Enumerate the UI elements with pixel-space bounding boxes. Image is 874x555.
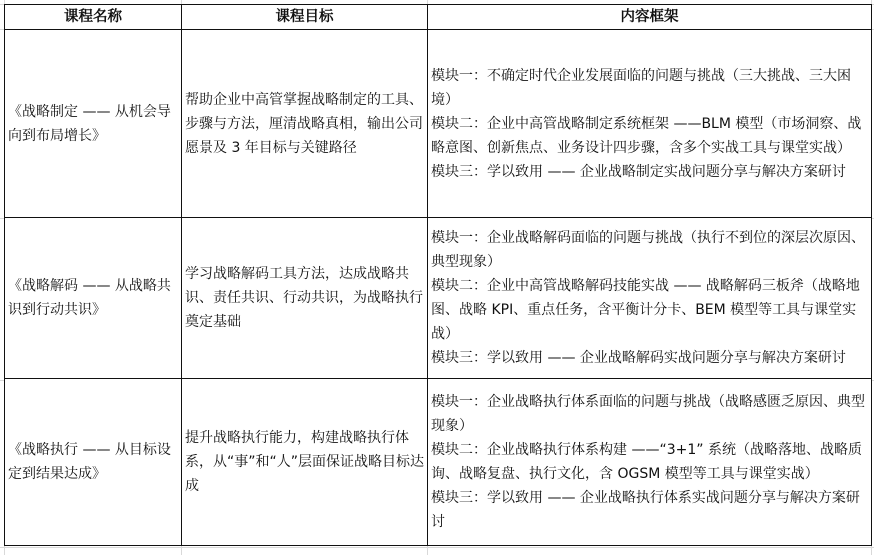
module-item: 模块三：学以致用 —— 企业战略解码实战问题分享与解决方案研讨 <box>431 350 846 366</box>
course-goal-cell[interactable]: 学习战略解码工具方法，达成战略共识、责任共识、行动共识，为战略执行奠定基础 <box>182 218 428 379</box>
content-framework-cell[interactable] <box>428 218 872 379</box>
course-name-cell[interactable]: 《战略执行 —— 从目标设定到结果达成》 <box>5 379 182 546</box>
content-framework-cell[interactable] <box>428 379 872 546</box>
module-item: 模块一：企业战略解码面临的问题与挑战（执行不到位的深层次原因、典型现象） <box>431 230 865 270</box>
content-framework-cell[interactable] <box>428 30 872 218</box>
module-item: 模块三：学以致用 —— 企业战略制定实战问题分享与解决方案研讨 <box>431 163 846 180</box>
module-item: 模块一：企业战略执行体系面临的问题与挑战（战略感匮乏原因、典型现象） <box>431 394 865 434</box>
table-row <box>5 218 872 379</box>
module-item: 模块二：企业战略执行体系构建 ——“3+1” 系统（战略落地、战略质询、战略复盘、执行文化，含 OGSM 模型等工具与课堂实战） <box>431 442 862 482</box>
table-row <box>5 30 872 218</box>
header-course-name[interactable]: 课程名称 <box>5 5 182 30</box>
module-item: 模块二：企业中高管战略解码技能实战 —— 战略解码三板斧（战略地图、战略 KPI、重点任务，含平衡计分卡、BEM 模型等工具与课堂实战） <box>431 278 860 342</box>
header-course-goal[interactable]: 课程目标 <box>182 5 428 30</box>
course-table <box>4 4 872 546</box>
course-name-cell[interactable]: 《战略解码 —— 从战略共识到行动共识》 <box>5 218 182 379</box>
table-row <box>5 379 872 546</box>
course-name-cell[interactable]: 《战略制定 —— 从机会导向到布局增长》 <box>5 30 182 218</box>
course-goal-cell[interactable]: 帮助企业中高管掌握战略制定的工具、步骤与方法，厘清战略真相，输出公司愿景及 3 年目标与关键路径 <box>182 30 428 218</box>
module-item: 模块一：不确定时代企业发展面临的问题与挑战（三大挑战、三大困境） <box>431 67 851 108</box>
course-goal-cell[interactable]: 提升战略执行能力，构建战略执行体系，从“事”和“人”层面保证战略目标达成 <box>182 379 428 546</box>
header-row <box>5 5 872 30</box>
header-content-framework[interactable]: 内容框架 <box>428 5 872 30</box>
module-item: 模块二：企业中高管战略制定系统框架 ——BLM 模型（市场洞察、战略意图、创新焦点、业务设计四步骤，含多个实战工具与课堂实战） <box>431 115 862 156</box>
module-item: 模块三：学以致用 —— 企业战略执行体系实战问题分享与解决方案研讨 <box>431 490 860 530</box>
